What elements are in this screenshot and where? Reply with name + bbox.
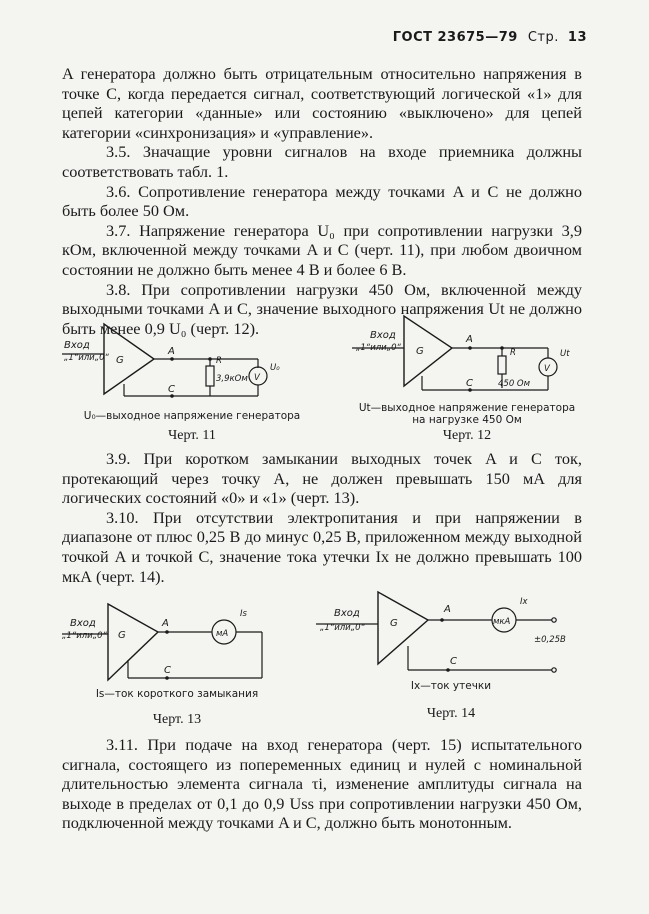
fig12-point-a: A bbox=[466, 334, 473, 345]
fig12-voltage: Ut bbox=[560, 349, 570, 359]
paragraph-continuation: A генератора должно быть отрицательным относительно напряжения в точке C, когда передается сигнал, соответствующий логической «1» для цепей категории «данные» или состоянию «выключено» для цепей категории «синхронизация» и «управление». bbox=[62, 64, 582, 142]
paragraph-3-5: 3.5. Значащие уровни сигналов на входе приемника должны соответствовать табл. 1. bbox=[62, 142, 582, 181]
fig12-resistor-value: 450 Ом bbox=[498, 379, 531, 389]
figure-12-caption: Ut—выходное напряжение генератора на нагрузке 450 Ом bbox=[358, 402, 576, 426]
figure-12-diagram bbox=[352, 310, 582, 402]
paragraph-3-6: 3.6. Сопротивление генератора между точками A и C не должно быть более 50 Ом. bbox=[62, 181, 582, 221]
paragraph-3-11: 3.11. При подаче на вход генератора (черт. 15) испытательного сигнала, состоящего из попеременных единиц и нулей с номинальной длительностью элемента сигнала τi, изменение амплитуды сигнала на выходе в пределах от 0,1 до 0,9 Uss при сопротивлении нагрузки 450 Ом, подключенной между точками A и C, должно быть монотонным. bbox=[62, 735, 582, 833]
fig14-gen-label: G bbox=[390, 618, 398, 629]
page-label: Стр. bbox=[527, 30, 559, 45]
fig13-point-c: C bbox=[164, 665, 171, 676]
fig11-input-label: Вход bbox=[64, 340, 90, 351]
fig13-meter: мА bbox=[216, 629, 229, 639]
fig11-point-c: C bbox=[168, 384, 175, 395]
fig14-voltage: ±0,25В bbox=[534, 635, 566, 645]
fig14-input-sub: „1“или„0“ bbox=[320, 623, 365, 633]
fig14-point-c: C bbox=[450, 656, 457, 667]
figure-11-number: Черт. 11 bbox=[168, 428, 216, 443]
fig11-input-sub: „1“или„0“ bbox=[64, 353, 109, 363]
standard-number: ГОСТ 23675—79 bbox=[392, 30, 518, 45]
fig11-resistor-value: 3,9кОм bbox=[216, 374, 248, 384]
figure-13-number: Черт. 13 bbox=[152, 712, 202, 727]
body-text-bottom bbox=[62, 735, 582, 833]
fig12-input-label: Вход bbox=[370, 330, 396, 341]
body-text-middle bbox=[62, 449, 582, 586]
fig11-resistor-label: R bbox=[216, 356, 222, 366]
fig12-input-sub: „1“или„0“ bbox=[356, 343, 401, 353]
fig14-input-label: Вход bbox=[334, 608, 360, 619]
paragraph-3-8: 3.8. При сопротивлении нагрузки 450 Ом, включенной между выходными точками A и C, значение выходного напряжения Ut не должно быть менее 0,9 U₀ (черт. 12). bbox=[62, 279, 582, 338]
fig11-voltage: U₀ bbox=[270, 363, 280, 373]
fig13-gen-label: G bbox=[118, 630, 126, 641]
paragraph-3-9: 3.9. При коротком замыкании выходных точек A и C ток, протекающий через точку A, не должен превышать 150 мА для логических состояний «0» и «1» (черт. 13). bbox=[62, 449, 582, 508]
fig13-current: Is bbox=[240, 609, 247, 619]
fig11-gen-label: G bbox=[116, 355, 124, 366]
figure-11 bbox=[62, 318, 322, 444]
fig12-gen-label: G bbox=[416, 346, 424, 357]
figure-11-diagram bbox=[62, 318, 322, 410]
page-header bbox=[393, 30, 587, 45]
fig12-meter: V bbox=[544, 364, 550, 374]
figure-14-diagram bbox=[316, 590, 586, 680]
fig14-current: Ix bbox=[520, 597, 528, 607]
figure-13 bbox=[62, 600, 292, 728]
fig14-meter: мкА bbox=[493, 617, 511, 627]
paragraph-3-10: 3.10. При отсутствии электропитания и при напряжении в диапазоне от плюс 0,25 В до минус 0,25 В, приложенном между выходной точкой A и точкой C, значение тока утечки Ix не должно превышать 100 мкА (черт. 14). bbox=[62, 507, 582, 586]
page-number: 13 bbox=[567, 30, 587, 45]
paragraph-3-7: 3.7. Напряжение генератора U₀ при сопротивлении нагрузки 3,9 кОм, включенной между точками A и C (черт. 11), при любом двоичном состоянии не должно быть менее 4 В и более 6 В. bbox=[62, 220, 582, 279]
figure-12-number: Черт. 12 bbox=[442, 428, 492, 443]
fig12-point-c: C bbox=[466, 378, 473, 389]
fig12-resistor-label: R bbox=[510, 348, 516, 358]
fig13-input-sub: „1“или„0“ bbox=[62, 631, 107, 641]
fig13-point-a: A bbox=[162, 618, 169, 629]
figure-11-caption: U₀—выходное напряжение генератора bbox=[83, 410, 301, 422]
figure-14-number: Черт. 14 bbox=[426, 706, 476, 721]
fig11-meter: V bbox=[254, 373, 260, 383]
figure-12 bbox=[352, 310, 582, 444]
figure-13-diagram bbox=[62, 600, 292, 684]
figure-13-caption: Is—ток короткого замыкания bbox=[95, 688, 259, 700]
body-text-top bbox=[62, 64, 582, 338]
figure-14-caption: Ix—ток утечки bbox=[410, 680, 492, 692]
fig13-input-label: Вход bbox=[70, 618, 96, 629]
fig11-point-a: A bbox=[168, 346, 175, 357]
figure-14 bbox=[316, 590, 586, 722]
fig14-point-a: A bbox=[444, 604, 451, 615]
